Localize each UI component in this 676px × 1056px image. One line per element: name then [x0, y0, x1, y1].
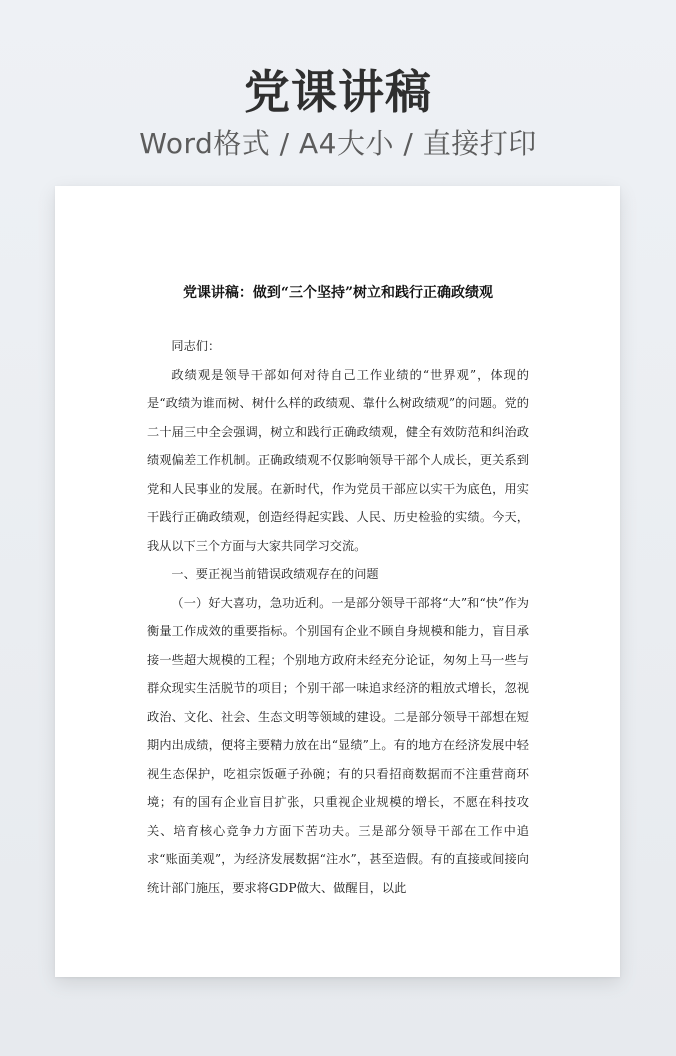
paragraph-intro: 政绩观是领导干部如何对待自己工作业绩的“世界观”，体现的是“政绩为谁而树、树什么样的政绩观、靠什么树政绩观”的问题。党的二十届三中全会强调，树立和践行正确政绩观，健全有效防范和纠治政绩观偏差工作机制。正确政绩观不仅影响领导干部个人成长，更关系到党和人民事业的发展。在新时代，作为党员干部应以实干为底色，用实干践行正确政绩观，创造经得起实践、人民、历史检验的实绩。今天，我从以下三个方面与大家共同学习交流。 [147, 367, 529, 553]
paragraph-section-1: （一）好大喜功，急功近利。一是部分领导干部将“大”和“快”作为衡量工作成效的重要指标。个别国有企业不顾自身规模和能力，盲目承接一些超大规模的工程；个别地方政府未经充分论证，匆匆上马一些与群众现实生活脱节的项目；个别干部一味追求经济的粗放式增长，忽视政治、文化、社会、生态文明等领域的建设。二是部分领导干部想在短期内出成绩，便将主要精力放在出“显绩”上。有的地方在经济发展中轻视生态保护，吃祖宗饭砸子孙碗；有的只看招商数据而不注重营商环境；有的国有企业盲目扩张，只重视企业规模的增长，不愿在科技攻关、培育核心竞争力方面下苦功夫。三是部分领导干部在工作中追求“账面美观”，为经济发展数据“注水”，甚至造假。有的直接或间接向统计部门施压，要求将GDP做大、做醒目，以此 [147, 595, 529, 895]
page-title: 党课讲稿 [244, 65, 432, 119]
salutation: 同志们： [171, 339, 221, 353]
section-heading: 一、要正视当前错误政绩观存在的问题 [171, 567, 379, 581]
document-body [147, 282, 529, 902]
page-subtitle: Word格式 / A4大小 / 直接打印 [139, 127, 537, 160]
document-page [55, 186, 620, 977]
header [0, 64, 676, 162]
document-title: 党课讲稿：做到“三个坚持”树立和践行正确政绩观 [182, 285, 494, 301]
